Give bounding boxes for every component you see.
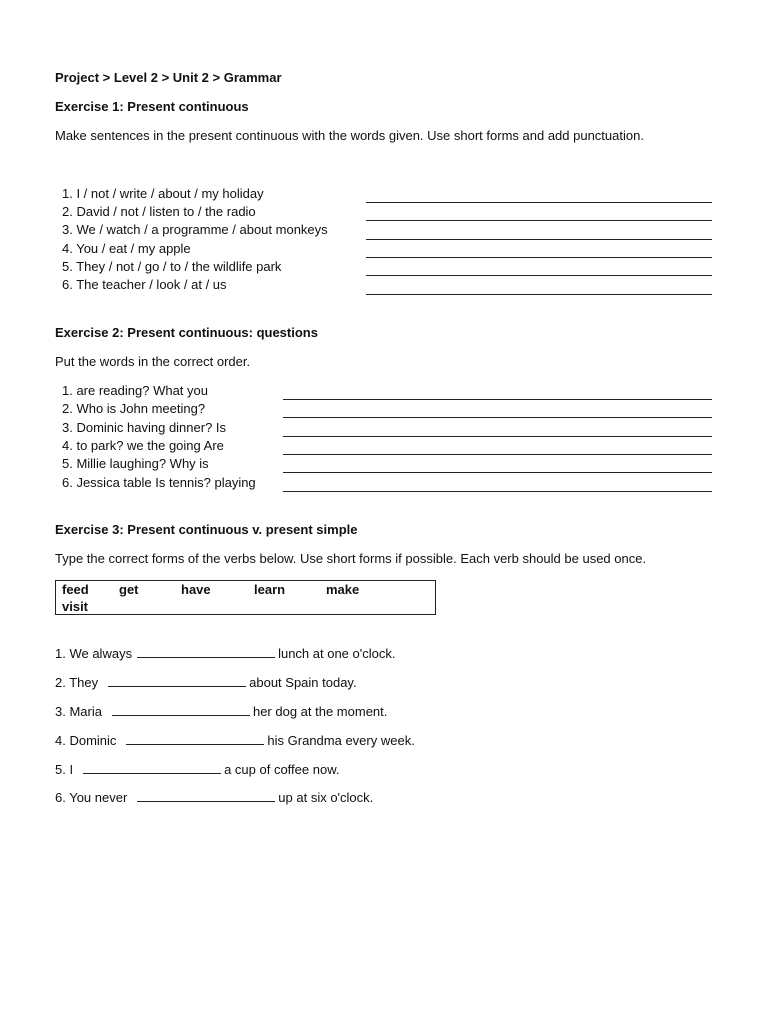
list-item: 5. Millie laughing? Why is xyxy=(62,456,209,471)
sentence-start: 5. I xyxy=(55,762,74,777)
blank-field[interactable] xyxy=(126,732,264,745)
exercise2-title: Exercise 2: Present continuous: questions xyxy=(55,325,318,340)
list-item xyxy=(55,645,395,663)
blank-field[interactable] xyxy=(108,674,246,687)
breadcrumb: Project > Level 2 > Unit 2 > Grammar xyxy=(55,70,282,85)
sentence-end: her dog at the moment. xyxy=(252,704,388,719)
verb-word: get xyxy=(119,582,139,597)
verb-word: feed xyxy=(62,582,89,597)
sentence-start: 3. Maria xyxy=(55,704,102,719)
sentence-start: 6. You never xyxy=(55,790,128,805)
exercise2-instruction: Put the words in the correct order. xyxy=(55,354,251,369)
list-item xyxy=(55,703,387,721)
list-item: 1. are reading? What you xyxy=(62,383,208,398)
sentence-start: 1. We always xyxy=(55,646,133,661)
list-item: 5. They / not / go / to / the wildlife park xyxy=(62,259,282,274)
answer-line[interactable] xyxy=(283,491,712,492)
answer-line[interactable] xyxy=(366,239,712,240)
sentence-end: lunch at one o'clock. xyxy=(278,646,396,661)
answer-line[interactable] xyxy=(283,399,712,400)
exercise1-title: Exercise 1: Present continuous xyxy=(55,99,249,114)
exercise3-title: Exercise 3: Present continuous v. present simple xyxy=(55,522,358,537)
exercise3-instruction: Type the correct forms of the verbs below. Use short forms if possible. Each verb should be used once. xyxy=(55,551,647,566)
verb-box xyxy=(55,580,436,615)
sentence-start: 2. They xyxy=(55,675,99,690)
answer-line[interactable] xyxy=(366,275,712,276)
list-item: 4. You / eat / my apple xyxy=(62,241,191,256)
answer-line[interactable] xyxy=(283,436,712,437)
list-item: 4. to park? we the going Are xyxy=(62,438,224,453)
sentence-start: 4. Dominic xyxy=(55,733,117,748)
list-item: 3. Dominic having dinner? Is xyxy=(62,420,227,435)
list-item: 3. We / watch / a programme / about monkeys xyxy=(62,222,328,237)
list-item: 2. Who is John meeting? xyxy=(62,401,206,416)
answer-line[interactable] xyxy=(366,202,712,203)
list-item xyxy=(55,674,357,692)
list-item xyxy=(55,789,373,807)
sentence-end: up at six o'clock. xyxy=(278,790,374,805)
answer-line[interactable] xyxy=(366,220,712,221)
answer-line[interactable] xyxy=(366,294,712,295)
exercise1-instruction: Make sentences in the present continuous with the words given. Use short forms and add punctuation. xyxy=(55,128,644,143)
verb-word: have xyxy=(181,582,211,597)
sentence-end: a cup of coffee now. xyxy=(224,762,340,777)
verb-word: visit xyxy=(62,599,89,614)
list-item: 2. David / not / listen to / the radio xyxy=(62,204,256,219)
verb-word: learn xyxy=(254,582,286,597)
blank-field[interactable] xyxy=(83,761,221,774)
list-item xyxy=(55,761,339,779)
blank-field[interactable] xyxy=(137,789,275,802)
list-item: 1. I / not / write / about / my holiday xyxy=(62,186,264,201)
list-item: 6. Jessica table Is tennis? playing xyxy=(62,475,256,490)
answer-line[interactable] xyxy=(283,417,712,418)
blank-field[interactable] xyxy=(137,645,275,658)
answer-line[interactable] xyxy=(366,257,712,258)
answer-line[interactable] xyxy=(283,454,712,455)
verb-word: make xyxy=(326,582,360,597)
blank-field[interactable] xyxy=(112,703,250,716)
answer-line[interactable] xyxy=(283,472,712,473)
sentence-end: about Spain today. xyxy=(249,675,357,690)
list-item: 6. The teacher / look / at / us xyxy=(62,277,227,292)
list-item xyxy=(55,732,415,750)
sentence-end: his Grandma every week. xyxy=(267,733,415,748)
